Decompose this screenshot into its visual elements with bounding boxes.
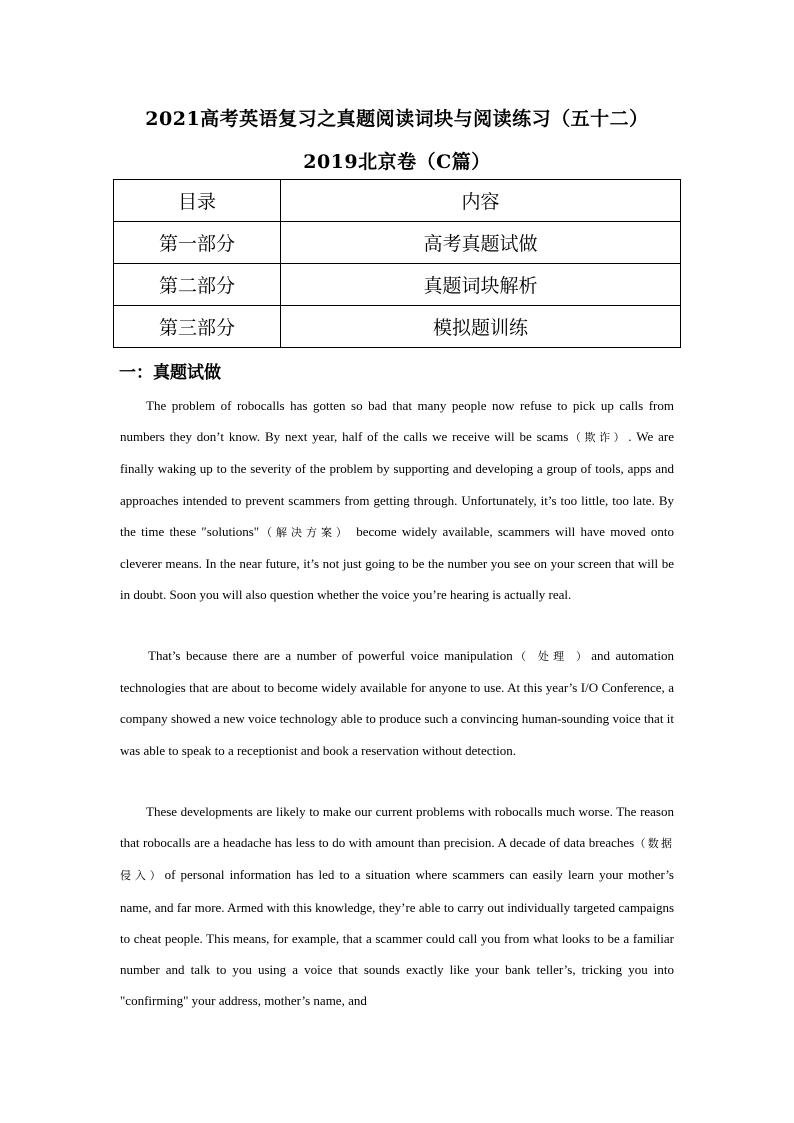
- table-cell: 第一部分: [114, 222, 281, 264]
- passage-paragraph-2: [120, 640, 674, 766]
- document-subtitle: 2019北京卷（C篇）: [303, 151, 491, 173]
- table-cell: 真题词块解析: [281, 264, 681, 306]
- section-heading: 一：真题试做: [119, 363, 221, 383]
- paragraph-text: These developments are likely to make our current problems with robocalls much worse. The reason that robocalls are a headache has less to do with amount than precision. A decade of data breaches: [120, 804, 674, 851]
- paragraph-text: of personal information has led to a situation where scammers can easily learn your mother’s name, and far more. Armed with this knowledge, they’re able to carry out individually targeted campaigns to cheat people. This means, for example, that a scammer could call you from what looks to be a familiar number and talk to you using a voice that sounds exactly like your bank teller’s, tricking you into "confirming" your address, mother’s name, and: [120, 867, 674, 1009]
- table-header-cell: 内容: [281, 180, 681, 222]
- document-title: 2021高考英语复习之真题阅读词块与阅读练习（五十二）: [145, 108, 649, 130]
- passage-paragraph-1: [120, 390, 674, 610]
- passage-paragraph-3: [120, 796, 674, 1016]
- table-header-row: [114, 180, 681, 222]
- table-row: [114, 306, 681, 348]
- gloss-text: （ 处理 ）: [512, 650, 592, 663]
- table-cell: 高考真题试做: [281, 222, 681, 264]
- gloss-text: （欺诈）: [568, 431, 629, 445]
- paragraph-text: The problem of robocalls has gotten so bad that many people now refuse to pick up calls from numbers they don’t know. By next year, half of the calls we receive will be scams: [120, 398, 674, 445]
- paragraph-text: become widely available, scammers will have moved onto cleverer means. In the near future, it’s not just going to be the number you see on your screen that will be in doubt. Soon you will also question whether the voice you’re hearing is actually real.: [120, 523, 675, 603]
- table-cell: 第三部分: [114, 306, 281, 348]
- table-cell: 第二部分: [114, 264, 281, 306]
- gloss-text: （解决方案）: [259, 525, 351, 539]
- contents-table: [113, 179, 681, 348]
- table-row: [114, 222, 681, 264]
- gloss-text: （数据侵入）: [120, 837, 674, 883]
- table-row: [114, 264, 681, 306]
- paragraph-text: . We are finally waking up to the severity of the problem by supporting and developing a group of tools, apps and approaches intended to prevent scammers from getting through. Unfortunately, it’s too little, too late. By the time these ″solutions": [120, 429, 675, 539]
- table-header-cell: 目录: [114, 180, 281, 222]
- table-cell: 模拟题训练: [281, 306, 681, 348]
- paragraph-text: and automation technologies that are about to become widely available for anyone to use. At this year’s I/O Conference, a company showed a new voice technology able to produce such a convincing human-sounding voice that it was able to speak to a receptionist and book a reservation without detection.: [120, 648, 674, 758]
- paragraph-text: That’s because there are a number of powerful voice manipulation: [148, 648, 513, 663]
